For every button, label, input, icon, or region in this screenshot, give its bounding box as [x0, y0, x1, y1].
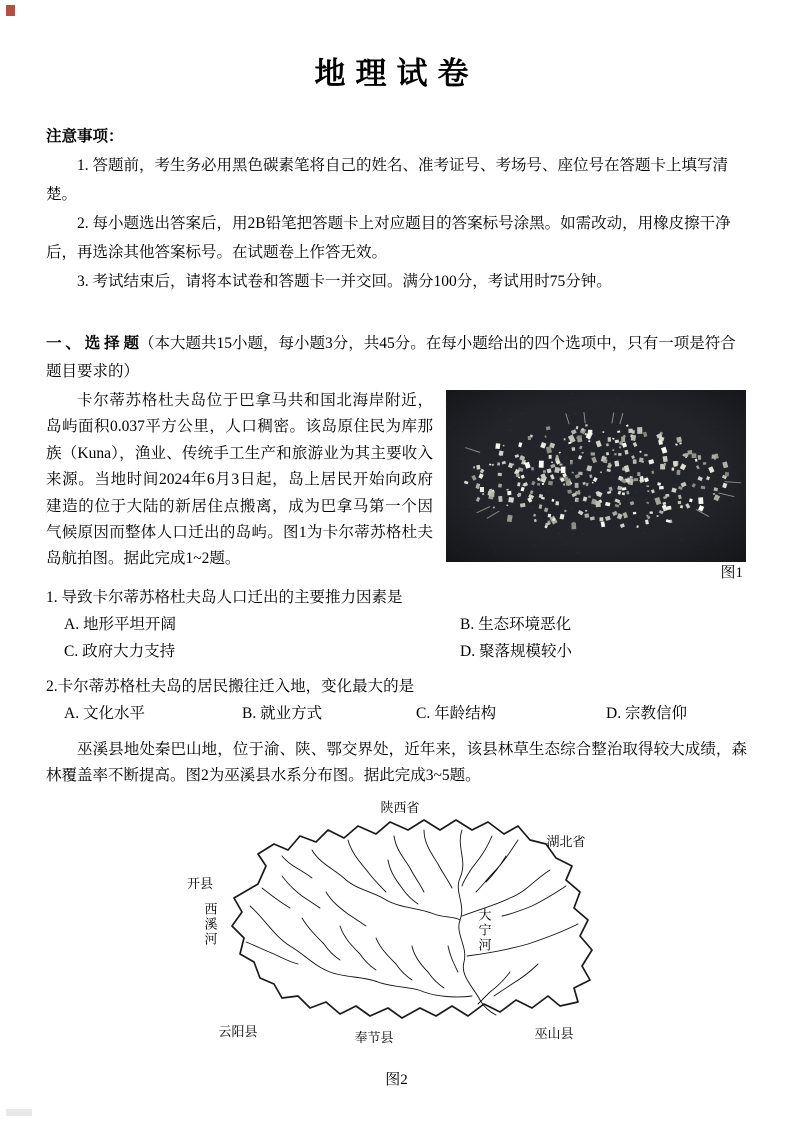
island-aerial-photo — [445, 390, 747, 562]
footer-artifact — [6, 1109, 32, 1116]
map-label-kaixian-county: 开县 — [186, 875, 213, 891]
question-1-option-c: C. 政府大力支持 — [64, 643, 176, 660]
notice-heading: 注意事项： — [46, 128, 124, 145]
question-2 — [46, 673, 747, 727]
figure2-caption: 图2 — [385, 1071, 408, 1088]
map-label-hubei-province: 湖北省 — [545, 833, 586, 849]
question-2-option-b: B. 就业方式 — [242, 705, 323, 722]
section-heading-note: （本大题共15小题，每小题3分，共45分。在每小题给出的四个选项中，只有一项是符合题目要求的） — [46, 335, 736, 380]
map-label-daning-river: 大宁河 — [476, 907, 491, 953]
figure1-caption: 图1 — [720, 565, 743, 581]
question-1 — [46, 584, 747, 665]
question-1-option-d: D. 聚落规模较小 — [460, 643, 572, 660]
figure1-photo — [445, 390, 747, 584]
section-heading-number: 一 、 选 择 题 — [46, 335, 140, 352]
question-2-option-c: C. 年龄结构 — [416, 705, 497, 722]
notice-item: 3. 考试结束后，请将本试卷和答题卡一并交回。满分100分，考试用时75分钟。 — [77, 273, 612, 290]
question-1-stem: 1. 导致卡尔蒂苏格杜夫岛人口迁出的主要推力因素是 — [46, 589, 403, 606]
map-label-wushan-county: 巫山县 — [533, 1025, 574, 1041]
wuxi-water-system-map — [162, 796, 632, 1064]
passage-island-text: 卡尔蒂苏格杜夫岛位于巴拿马共和国北海岸附近，岛屿面积0.037平方公里，人口稠密。该岛原住民为库那族（Kuna），渔业、传统手工生产和旅游业为其主要收入来源。当地时间2024年6月3日起，岛上居民开始向政府建造的位于大陆的新居住点搬离，成为巴拿马第一个因气候原因而整体人口迁出的岛屿。图1为卡尔蒂苏格杜夫岛航拍图。据此完成1~2题。 — [46, 392, 433, 568]
question-1-option-b: B. 生态环境恶化 — [460, 616, 572, 633]
notice-item: 1. 答题前，考生务必用黑色碳素笔将自己的姓名、准考证号、考场号、座位号在答题卡上填写清楚。 — [46, 157, 729, 203]
river-network — [246, 830, 578, 1015]
passage-wuxi-text: 巫溪县地处秦巴山地，位于渝、陕、鄂交界处，近年来，该县林草生态综合整治取得较大成绩，森林覆盖率不断提高。图2为巫溪县水系分布图。据此完成3~5题。 — [46, 741, 747, 785]
corner-mark — [6, 5, 15, 16]
notice-item: 2. 每小题选出答案后，用2B铅笔把答题卡上对应题目的答案标号涂黑。如需改动，用橡皮擦干净后，再选涂其他答案标号。在试题卷上作答无效。 — [46, 215, 731, 261]
figure2-map-block — [46, 796, 747, 1092]
map-label-fengjie-county: 奉节县 — [353, 1029, 394, 1045]
question-2-option-a: A. 文化水平 — [64, 705, 145, 722]
page-title: 地理试卷 — [314, 56, 479, 91]
map-label-shaanxi-province: 陕西省 — [379, 799, 420, 815]
section-heading — [46, 330, 747, 386]
map-label-yunyang-county: 云阳县 — [217, 1023, 258, 1039]
passage-island-block — [46, 388, 747, 581]
question-2-stem: 2.卡尔蒂苏格杜夫岛的居民搬往迁入地，变化最大的是 — [46, 678, 415, 695]
question-1-option-a: A. 地形平坦开阔 — [64, 616, 176, 633]
map-label-xixi-river: 西溪河 — [202, 901, 217, 947]
question-2-option-d: D. 宗教信仰 — [606, 705, 687, 722]
